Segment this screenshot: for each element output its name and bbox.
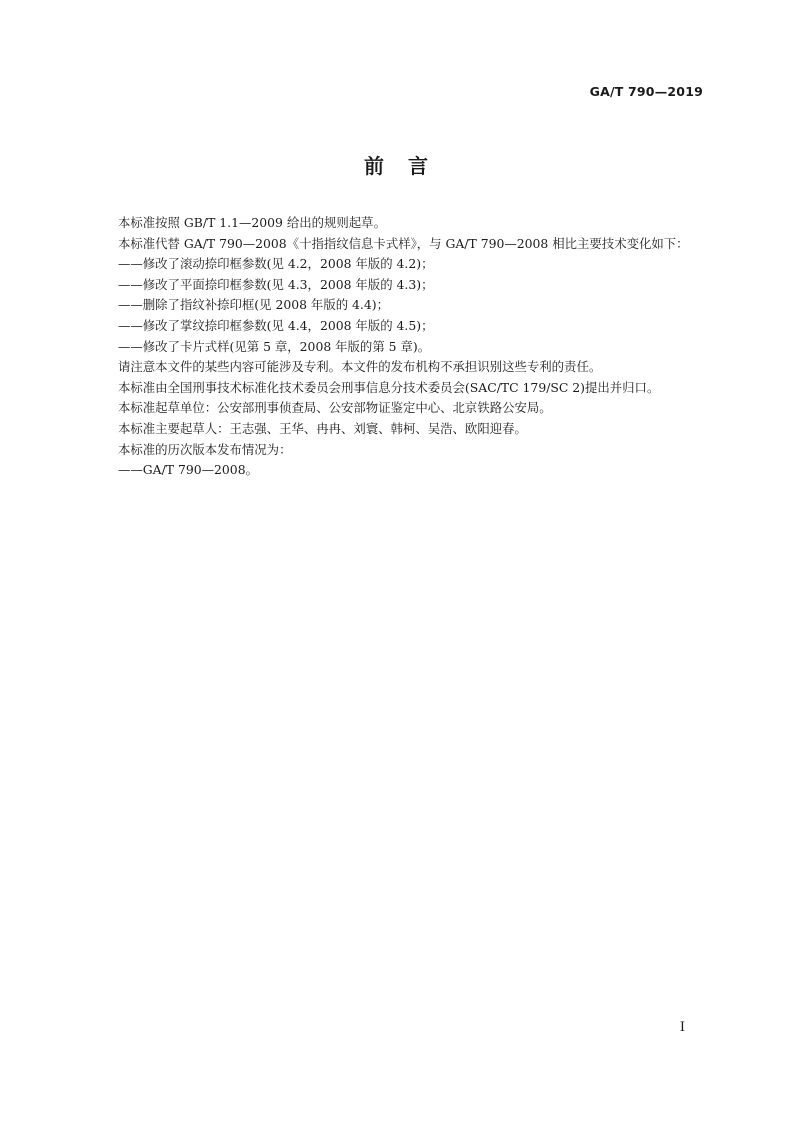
paragraph-replaces: 本标准代替 GA/T 790—2008《十指指纹信息卡式样》，与 GA/T 790—2008 相比主要技术变化如下： — [118, 235, 689, 251]
paragraph-drafters: 本标准主要起草人：王志强、王华、冉冉、刘寰、韩柯、吴浩、欧阳迎春。 — [118, 420, 527, 436]
change-item: ——修改了滚动捺印框参数(见 4.2，2008 年版的 4.2)； — [118, 256, 434, 272]
change-item: ——删除了指纹补捺印框(见 2008 年版的 4.4)； — [118, 297, 389, 313]
history-item: ——GA/T 790—2008。 — [118, 462, 258, 478]
change-item: ——修改了平面捺印框参数(见 4.3，2008 年版的 4.3)； — [118, 276, 434, 292]
paragraph-proposed-by: 本标准由全国刑事技术标准化技术委员会刑事信息分技术委员会(SAC/TC 179/SC 2)提出并归口。 — [118, 379, 660, 395]
page-number: I — [679, 1020, 685, 1035]
foreword-body — [90, 213, 704, 481]
change-item: ——修改了掌纹捺印框参数(见 4.4，2008 年版的 4.5)； — [118, 317, 434, 333]
paragraph-drafting-rules: 本标准按照 GB/T 1.1—2009 给出的规则起草。 — [118, 215, 386, 230]
document-code: GA/T 790—2019 — [589, 84, 703, 99]
paragraph-history-intro: 本标准的历次版本发布情况为： — [118, 441, 292, 457]
change-item: ——修改了卡片式样(见第 5 章，2008 年版的第 5 章)。 — [118, 338, 431, 354]
paragraph-drafting-units: 本标准起草单位：公安部刑事侦查局、公安部物证鉴定中心、北京铁路公安局。 — [118, 400, 552, 416]
page-title: 前 言 — [364, 154, 430, 178]
paragraph-patent-notice: 请注意本文件的某些内容可能涉及专利。本文件的发布机构不承担识别这些专利的责任。 — [118, 359, 602, 375]
